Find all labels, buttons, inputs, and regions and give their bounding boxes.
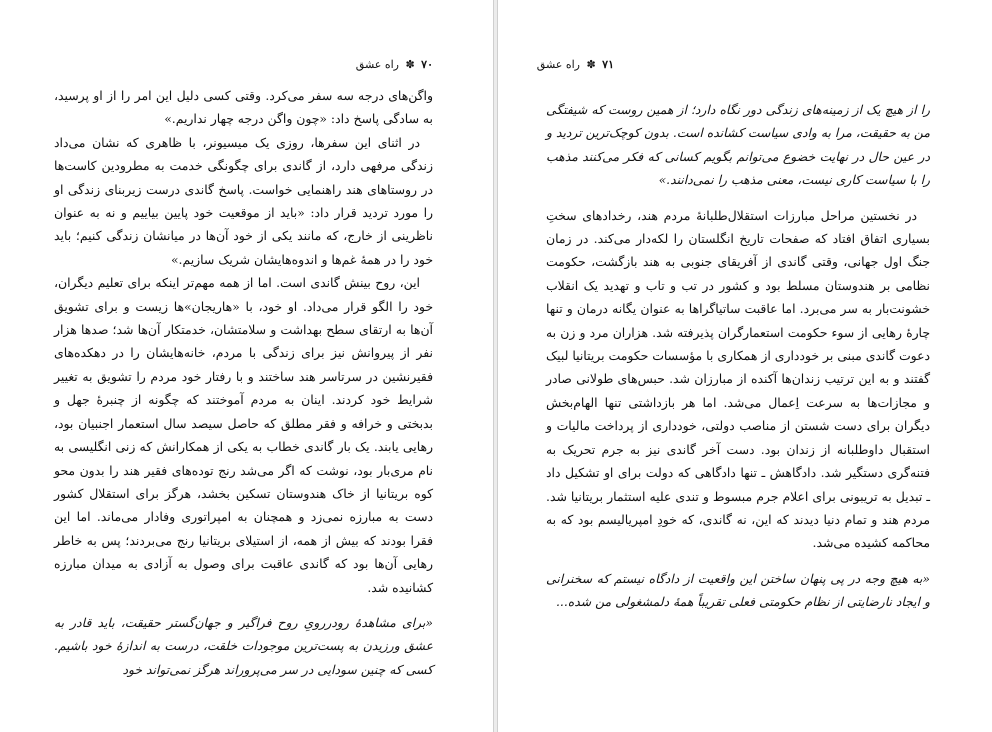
book-title: راه عشق bbox=[536, 58, 580, 71]
separator-ornament: ✽ bbox=[405, 58, 415, 71]
paragraph: این، روح بینش گاندی است. اما از همه مهم‌تر اینکه برای تعلیم دیگران، خود را الگو قرار می‌داد. او خود، با «هاریجان»ها زیست و برای تشویق آن‌ها به ارتقای سطح بهداشت و سلامتشان، خدمتکار آن‌ها شد؛ صدها هزار نفر از پیروانش نیز برای زندگی با مردم، خانه‌هایشان را در دهکده‌های فقیرنشین در سرتاسر هند ساختند و با رفتار خود مردم را تشویق به تغییر شرایط خود کردند. اینان به مردم آموختند که چگونه از چنبرهٔ جهل و بدبختی و خرافه و فقر مطلق که حاصل سیصد سال استعمار اجنبیان بود، رهایی یابند. یک بار گاندی خطاب به یکی از همکارانش که زنی انگلیسی به نام مری‌بار بود، نوشت که اگر می‌شد رنج توده‌های فقیر هند را بدون محو کوه بریتانیا از خاک هندوستان تسکین بخشد، هرگز برای استقلال کشور دست به مبارزه نمی‌زد و همچنان به امپراتوری وفادار می‌ماند. اما این فقرا بودند که بیش از همه، از استیلای بریتانیا رنج می‌بردند؛ پس به خاطر رهایی آن‌ها بود که گاندی عاقبت برای وصول به آزادی به میدان مبارزه کشانیده شد. bbox=[54, 275, 433, 595]
quote-paragraph: را از هیچ یک از زمینه‌های زندگی دور نگاه دارد؛ از همین روست که شیفتگی من به حقیقت، مرا به وادی سیاست کشانده است. بدون کوچک‌ترین تردید و در عین حال در نهایت خضوع می‌توانم بگویم کسانی که فکر می‌کنند مذهب را با سیاست کاری نیست، معنی مذهب را نمی‌دانند.» bbox=[546, 102, 930, 188]
left-page bbox=[0, 0, 494, 732]
page-number: ۷۰ bbox=[421, 58, 433, 71]
running-header bbox=[537, 58, 614, 71]
running-header bbox=[356, 58, 433, 71]
page-number: ۷۱ bbox=[602, 58, 614, 71]
right-page bbox=[497, 0, 992, 732]
quote-paragraph: «برای مشاهدهٔ رودررویِ روح فراگیر و جهان‌گستر حقیقت، باید قادر به عشق ورزیدن به پست‌ترین موجودات خلقت، درست به اندازهٔ خود باشیم. کسی که چنین سودایی در سر می‌پروراند هرگز نمی‌تواند خود bbox=[54, 614, 433, 677]
paragraph: در نخستین مراحل مبارزات استقلال‌طلبانهٔ مردم هند، رخدادهای سختِ بسیاری اتفاق افتاد که صفحات تاریخ انگلستان را لکه‌دار می‌کند. در زمان جنگ اول جهانی، وقتی گاندی از آفریقای جنوبی به هند بازگشت، حکومت نظامی بر هندوستان مسلط بود و کشور در تب و تاب و تهدید یک انقلاب خشونت‌بار به سر می‌برد. اما عاقبت ساتیاگراها به عنوان یگانه درمان و تنها چارهٔ رهایی از سوء حکومت استعمارگران پذیرفته شد. هزاران مرد و زن به دعوت گاندی مبنی بر خودداری از همکاری با مؤسسات حکومت بریتانیا لبیک گفتند و به این ترتیب زندان‌ها آکنده از مبارزان شد. حبس‌های طولانی صادر و مجازات‌ها به سرعت اِعمال می‌شد. اما هر بازداشتی تنها الهام‌بخش دیگران برای دست شستن از مناصب دولتی، خودداری از پرداخت مالیات و استقبال داوطلبانه از زندان بود. دست آخر گاندی نیز به جرم تحریک به فتنه‌گری دستگیر شد. دادگاهش ـ تنها دادگاهی که دولت برای او تشکیل داد ـ تبدیل به تریبونی برای اعلام جرم مبسوط و تندی علیه استثمار بریتانیا شد. مردم هند و تمام دنیا دیدند که این، نه گاندی، که خودِ امپریالیسم بود که به محاکمه کشیده می‌شد. bbox=[546, 207, 930, 551]
quote-paragraph: «به هیچ وجه در پی پنهان ساختن این واقعیت از دادگاه نیستم که سخنرانی و ایجاد نارضایتی از نظام حکومتی فعلی تقریباً همهٔ دلمشغولی من شده... bbox=[546, 570, 930, 610]
page-body bbox=[546, 98, 930, 614]
paragraph: واگن‌های درجه سه سفر می‌کرد. وقتی کسی دلیل این امر را از او پرسید، به سادگی پاسخ داد: «چون واگن درجه چهار نداریم.» bbox=[54, 88, 433, 127]
book-title: راه عشق bbox=[355, 58, 399, 71]
separator-ornament: ✽ bbox=[586, 58, 596, 71]
page-body bbox=[54, 84, 433, 681]
paragraph: در اثنای این سفرها، روزی یک میسیونر، با ظاهری که نشان می‌داد زندگی مرفهی دارد، از گاندی برای چگونگی خدمت به مطرودین کاست‌ها در روستاهای هند راهنمایی خواست. پاسخ گاندی درست زیربنای زندگی او را مورد تردید قرار داد: «باید از موقعیت خود پایین بیاییم و نه به عنوان ناظرینی از خارج، که مانند یکی از خود آن‌ها در میانشان زندگی کنیم؛ باید خود را در همهٔ غم‌ها و اندوه‌هایشان شریک سازیم.» bbox=[54, 134, 433, 267]
